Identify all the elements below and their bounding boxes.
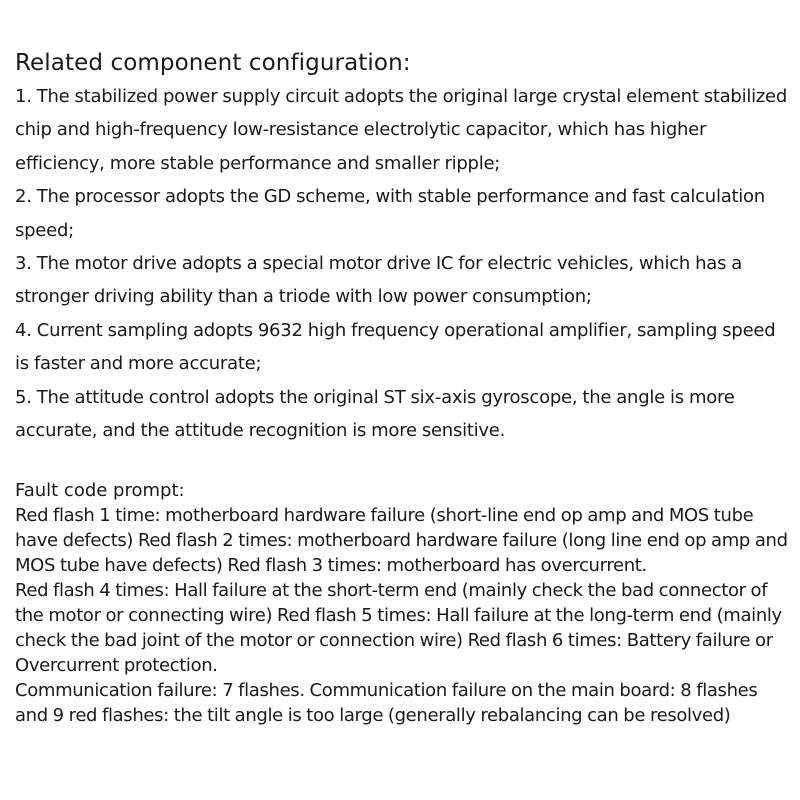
fault-code-section xyxy=(15,478,790,728)
fault-paragraph-hall: Red flash 4 times: Hall failure at the short-term end (mainly check the bad connector of the motor or connecting wire) Red flash 5 times: Hall failure at the long-term end (mainly check the bad joint of the motor or connection wire) Red flash 6 times: Battery failure or Overcurrent protection. xyxy=(15,580,782,676)
configuration-heading: Related component configuration: xyxy=(15,50,411,76)
fault-code-heading: Fault code prompt: xyxy=(15,480,185,501)
configuration-item-power-supply: 1. The stabilized power supply circuit adopts the original large crystal element stabilized chip and high-frequency low-resistance electrolytic capacitor, which has higher efficiency, more stable performance and smaller ripple; xyxy=(15,86,788,174)
configuration-list xyxy=(15,80,790,447)
configuration-item-current-sampling: 4. Current sampling adopts 9632 high frequency operational amplifier, sampling speed is faster and more accurate; xyxy=(15,319,776,375)
configuration-item-motor-drive: 3. The motor drive adopts a special motor drive IC for electric vehicles, which has a stronger driving ability than a triode with low power consumption; xyxy=(15,253,743,308)
component-configuration-section xyxy=(15,46,790,447)
configuration-item-processor: 2. The processor adopts the GD scheme, with stable performance and fast calculation speed; xyxy=(15,186,765,241)
configuration-item-attitude-control: 5. The attitude control adopts the original ST six-axis gyroscope, the angle is more accurate, and the attitude recognition is more sensitive. xyxy=(15,386,735,442)
fault-paragraph-communication: Communication failure: 7 flashes. Communication failure on the main board: 8 flashes and 9 red flashes: the tilt angle is too large (generally rebalancing can be resolved) xyxy=(15,680,758,726)
fault-paragraph-motherboard: Red flash 1 time: motherboard hardware failure (short-line end op amp and MOS tube have defects) Red flash 2 times: motherboard hardware failure (long line end op amp and MOS tube have defects) Red flash 3 times: motherboard has overcurrent. xyxy=(15,505,788,576)
